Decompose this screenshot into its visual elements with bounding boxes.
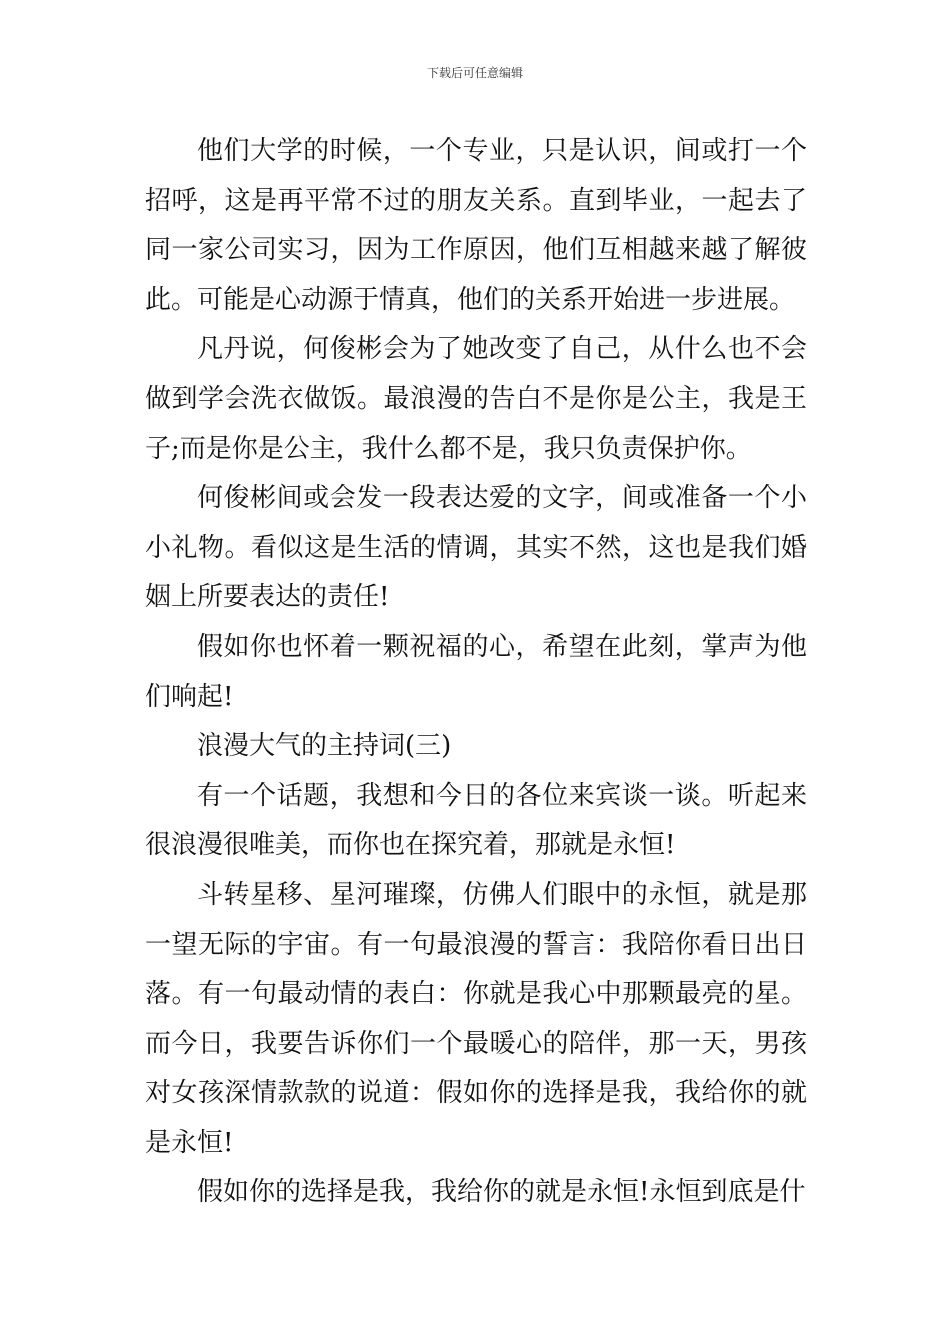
paragraph-college: 他们大学的时候，一个专业，只是认识，间或打一个招呼，这是再平常不过的朋友关系。直到毕业，一起去了同一家公司实习，因为工作原因，他们互相越来越了解彼此。可能是心动源于情真，他们的关系开始进一步进展。 <box>145 136 807 315</box>
paragraph-gift: 何俊彬间或会发一段表达爱的文字，间或准备一个小小礼物。看似这是生活的情调，其实不然，这也是我们婚姻上所要表达的责任! <box>145 483 807 613</box>
paragraph-applause: 假如你也怀着一颗祝福的心，希望在此刻，掌声为他们响起! <box>145 631 807 712</box>
paragraph-stars: 斗转星移、星河璀璨，仿佛人们眼中的永恒，就是那一望无际的宇宙。有一句最浪漫的誓言：我陪你看日出日落。有一句最动情的表白：你就是我心中那颗最亮的星。而今日，我要告诉你们一个最暖心的陪伴，那一天，男孩对女孩深情款款的说道：假如你的选择是我，我给你的就是永恒! <box>145 879 807 1158</box>
paragraph-forever: 假如你的选择是我，我给你的就是永恒!永恒到底是什 <box>197 1177 806 1208</box>
document-body <box>145 127 807 1218</box>
paragraph-topic: 有一个话题，我想和今日的各位来宾谈一谈。听起来很浪漫很唯美，而你也在探究着，那就是永恒! <box>145 780 807 861</box>
page-header-note: 下载后可任意编辑 <box>426 66 523 80</box>
paragraph-fandan: 凡丹说，何俊彬会为了她改变了自己，从什么也不会做到学会洗衣做饭。最浪漫的告白不是你是公主，我是王子;而是你是公主，我什么都不是，我只负责保护你。 <box>145 334 807 464</box>
section-heading: 浪漫大气的主持词(三) <box>197 731 452 762</box>
